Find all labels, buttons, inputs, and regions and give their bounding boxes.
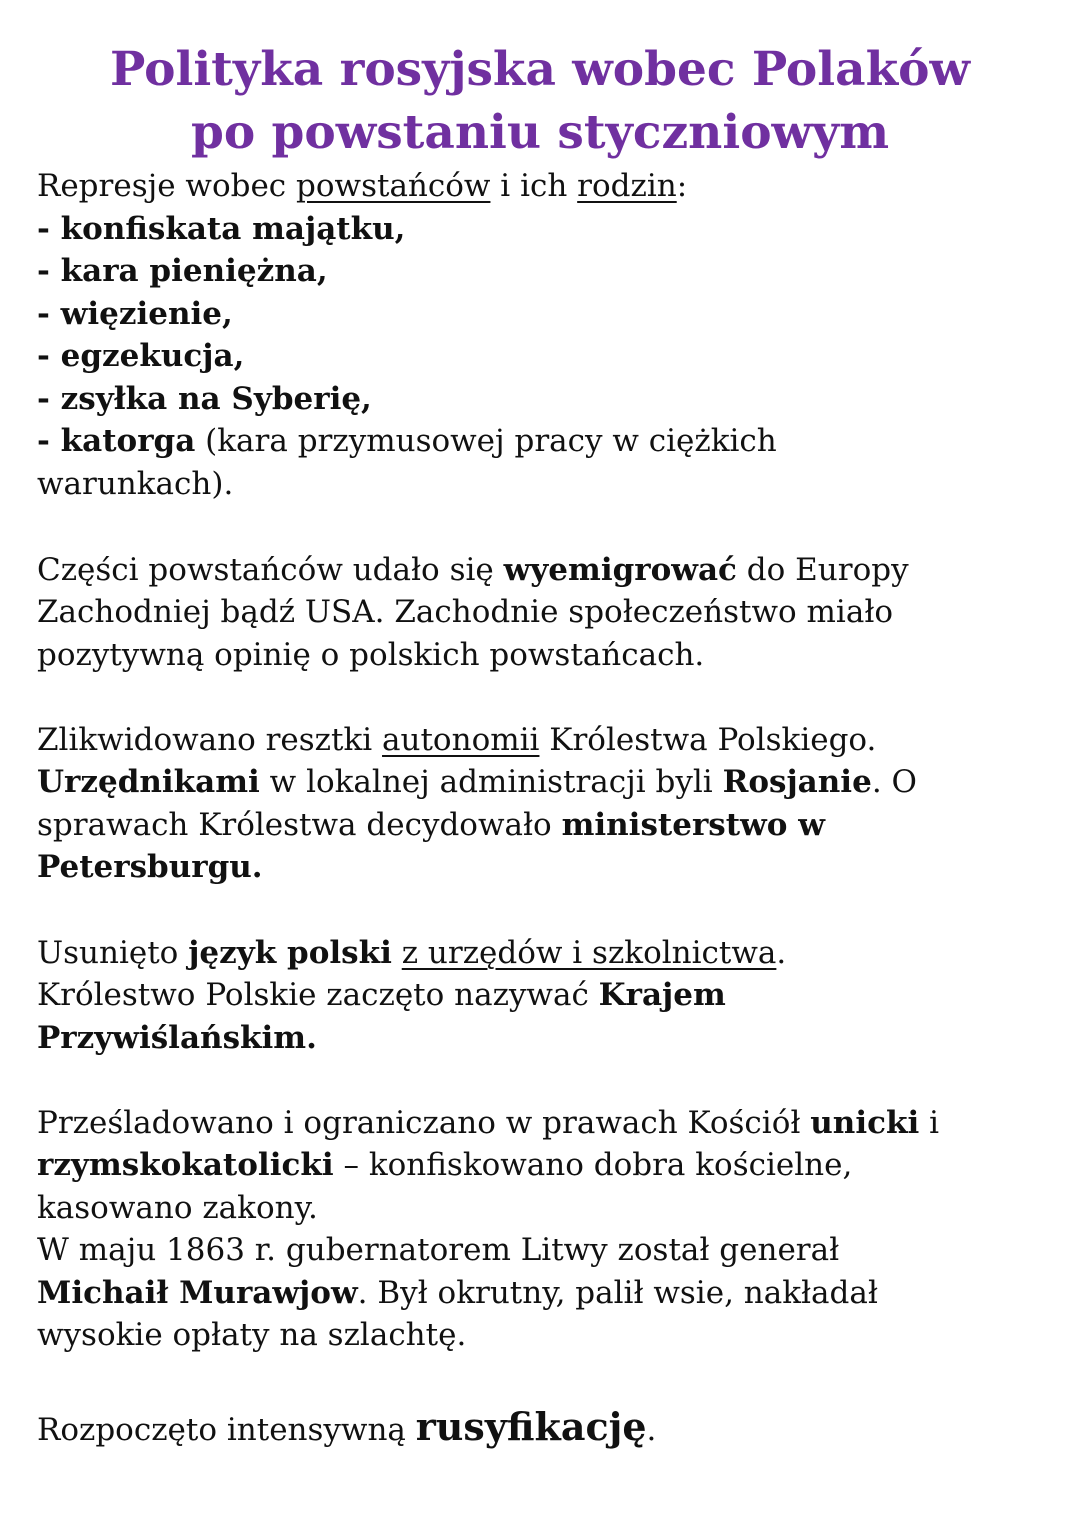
text-line [37, 591, 893, 633]
text: kasowano zakony. [37, 1190, 318, 1226]
text-line [37, 463, 233, 505]
text-line [37, 549, 909, 591]
text: . [646, 1412, 657, 1448]
title-line-2: po powstaniu styczniowym [190, 105, 890, 160]
text-line [37, 420, 777, 462]
bold-text: - konfiskata majątku, [37, 211, 406, 247]
text [392, 935, 402, 971]
text: Prześladowano i ograniczano w prawach Kościół [37, 1105, 811, 1141]
text-line [37, 1144, 852, 1186]
bold-text: Przywiślańskim. [37, 1020, 317, 1056]
text: . [776, 935, 787, 971]
text-line [37, 1229, 839, 1271]
bold-text: Krajem [598, 977, 726, 1013]
text-line [37, 293, 233, 335]
text: Zlikwidowano resztki [37, 722, 383, 758]
text-line [37, 1102, 939, 1144]
text-line [37, 1406, 656, 1451]
text: Zachodniej bądź USA. Zachodnie społeczeństwo miało [37, 594, 894, 630]
text-line [37, 165, 687, 207]
text: warunkach). [37, 466, 234, 502]
text-line [37, 1187, 318, 1229]
text: (kara przymusowej pracy w ciężkich [195, 423, 777, 459]
text-line [37, 378, 372, 420]
text: w lokalnej administracji byli [259, 764, 723, 800]
bold-text: język polski [188, 935, 392, 971]
bold-text: - zsyłka na Syberię, [37, 381, 372, 417]
text: Części powstańców udało się [37, 552, 504, 588]
bold-text: - egzekucja, [37, 338, 245, 374]
text-line [37, 804, 825, 846]
text-line [37, 1272, 878, 1314]
text: Królestwa Polskiego. [539, 722, 877, 758]
text: Rozpoczęto intensywną [37, 1412, 416, 1448]
text: pozytywną opinię o polskich powstańcach. [37, 637, 705, 673]
text-line [37, 335, 244, 377]
bold-text: - katorga [37, 423, 196, 459]
bold-text: Petersburgu. [37, 849, 263, 885]
text: do Europy [736, 552, 909, 588]
text: wysokie opłaty na szlachtę. [37, 1317, 467, 1353]
text-line [37, 761, 917, 803]
text: Represje wobec [37, 168, 297, 204]
text: – konfiskowano dobra kościelne, [333, 1147, 853, 1183]
underlined-text: rodzin [577, 168, 677, 204]
text: . O [871, 764, 917, 800]
text-line [37, 208, 405, 250]
bold-text: unicki [810, 1105, 920, 1141]
text-line [37, 719, 876, 761]
text-line [37, 250, 328, 292]
underlined-text: z urzędów i szkolnictwa [401, 935, 777, 971]
text-line [37, 932, 786, 974]
text: W maju 1863 r. gubernatorem Litwy został generał [37, 1232, 840, 1268]
bold-text: Michaił Murawjow [37, 1275, 358, 1311]
bold-text: ministerstwo w [561, 807, 825, 843]
bold-text: wyemigrować [503, 552, 737, 588]
text: sprawach Królestwa decydowało [37, 807, 562, 843]
underlined-text: powstańców [296, 168, 491, 204]
text-line [37, 974, 726, 1016]
bold-text: Rosjanie [722, 764, 872, 800]
text: Królestwo Polskie zaczęto nazywać [37, 977, 599, 1013]
bold-text: Urzędnikami [37, 764, 260, 800]
text: Usunięto [37, 935, 189, 971]
text: i [919, 1105, 940, 1141]
bold-text: rzymskokatolicki [37, 1147, 334, 1183]
text-line [37, 1017, 317, 1059]
underlined-text: autonomii [382, 722, 540, 758]
text: : [676, 168, 688, 204]
title-line-1: Polityka rosyjska wobec Polaków [110, 42, 970, 97]
bold-text: - kara pieniężna, [37, 253, 328, 289]
text-line [37, 634, 704, 676]
text: . Był okrutny, palił wsie, nakładał [357, 1275, 878, 1311]
bold-text: - więzienie, [37, 296, 233, 332]
text-line [37, 1314, 466, 1356]
text-line [37, 846, 263, 888]
text: i ich [490, 168, 578, 204]
bold-text: rusyfikację [415, 1404, 647, 1449]
